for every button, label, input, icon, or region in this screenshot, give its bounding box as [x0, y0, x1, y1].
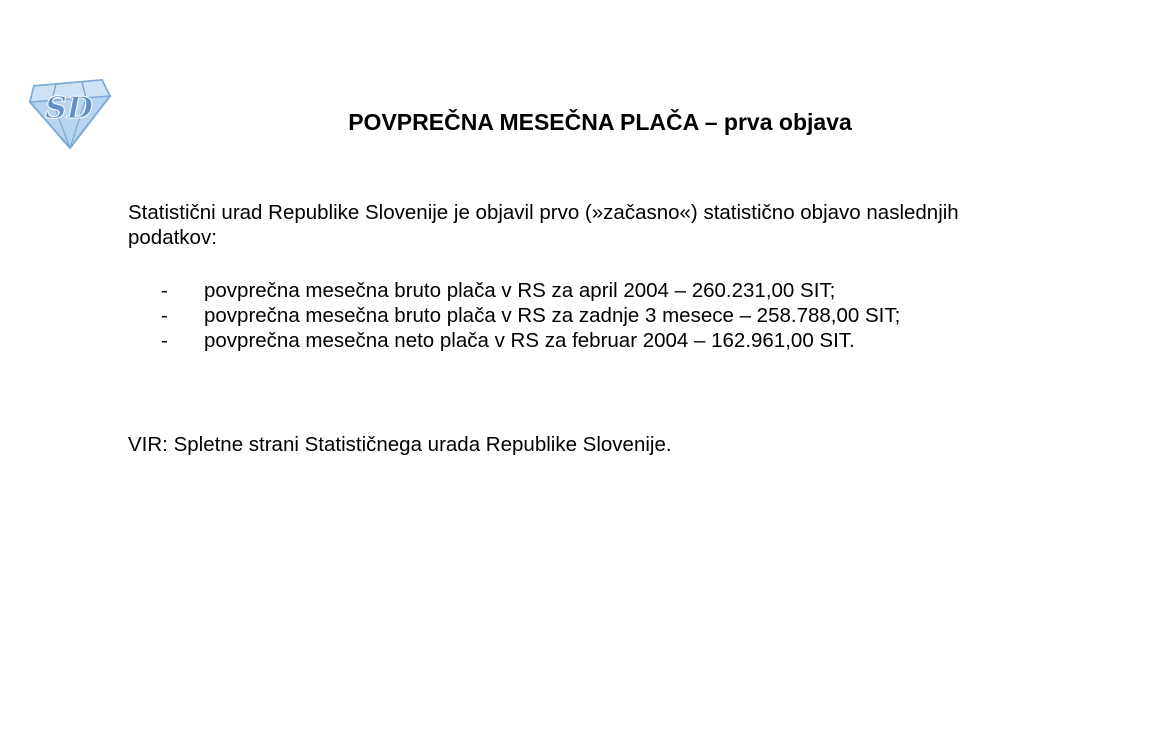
- source-note: VIR: Spletne strani Statističnega urada Republike Slovenije.: [128, 433, 672, 456]
- list-bullet: -: [161, 279, 168, 302]
- list-item: [128, 303, 1078, 328]
- list-bullet: -: [161, 304, 168, 327]
- list-item-text: povprečna mesečna neto plača v RS za februar 2004 – 162.961,00 SIT.: [204, 329, 855, 352]
- list-item-text: povprečna mesečna bruto plača v RS za april 2004 – 260.231,00 SIT;: [204, 279, 836, 302]
- list-item-text: povprečna mesečna bruto plača v RS za zadnje 3 mesece – 258.788,00 SIT;: [204, 304, 901, 327]
- intro-paragraph: Statistični urad Republike Slovenije je objavil prvo (»začasno«) statistično objavo naslednjih podatkov:: [128, 201, 959, 249]
- logo-text: SD: [45, 91, 93, 126]
- list-bullet: -: [161, 329, 168, 352]
- page-title: POVPREČNA MESEČNA PLAČA – prva objava: [348, 109, 852, 135]
- data-list: [128, 278, 1078, 353]
- list-item: [128, 278, 1078, 303]
- list-item: [128, 328, 1078, 353]
